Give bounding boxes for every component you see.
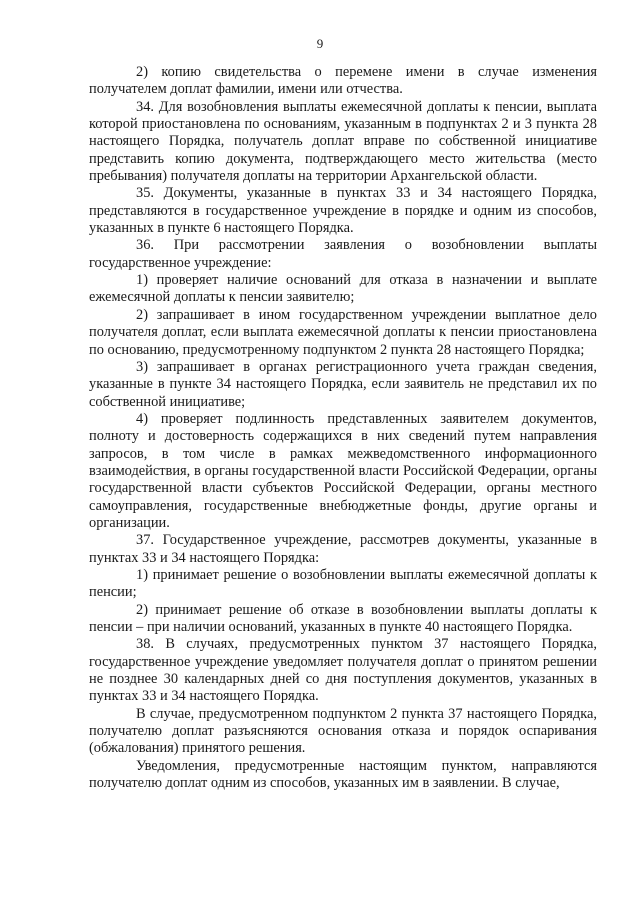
paragraph-38-refusal-case: В случае, предусмотренном подпунктом 2 пункта 37 настоящего Порядка, получателю доплат разъясняются основания отказа и порядок оспаривания (обжалования) принятого решения. [89, 705, 597, 757]
paragraph-38: 38. В случаях, предусмотренных пунктом 37 настоящего Порядка, государственное учреждение уведомляет получателя доплат о принятом решении не позднее 30 календарных дней со дня поступления документов, указанных в пунктах 33 и 34 настоящего Порядка. [89, 636, 597, 705]
paragraph-37-item-1: 1) принимает решение о возобновлении выплаты ежемесячной доплаты к пенсии; [89, 566, 597, 601]
paragraph-35: 35. Документы, указанные в пунктах 33 и 34 настоящего Порядка, представляются в государственное учреждение в порядке и одним из способов, указанных в пункте 6 настоящего Порядка. [89, 185, 597, 237]
paragraph-36-item-4: 4) проверяет подлинность представленных заявителем документов, полноту и достоверность содержащихся в них сведений путем направления запросов, в том числе в рамках межведомственного информационного взаимодействия, в органы государственной власти Российской Федерации, органы государственной власти субъектов Российской Федерации, органы местного самоуправления, государственные внебюджетные фонды, другие органы и организации. [89, 410, 597, 531]
document-body [89, 64, 597, 792]
paragraph-36: 36. При рассмотрении заявления о возобновлении выплаты государственное учреждение: [89, 237, 597, 271]
paragraph-37-item-2: 2) принимает решение об отказе в возобновлении выплаты доплаты к пенсии – при наличии оснований, указанных в пункте 40 настоящего Порядка. [89, 601, 597, 635]
paragraph-37: 37. Государственное учреждение, рассмотрев документы, указанные в пунктах 33 и 34 настоящего Порядка: [89, 532, 597, 566]
paragraph-36-item-1: 1) проверяет наличие оснований для отказа в назначении и выплате ежемесячной доплаты к пенсии заявителю; [89, 272, 597, 306]
paragraph-item-2-copy-certificate: 2) копию свидетельства о перемене имени в случае изменения получателем доплат фамилии, имени или отчества. [89, 64, 597, 98]
paragraph-36-item-2: 2) запрашивает в ином государственном учреждении выплатное дело получателя доплат, если выплата ежемесячной доплаты к пенсии приостановлена по основанию, предусмотренному подпунктом 2 пункта 28 настоящего Порядка; [89, 306, 597, 358]
paragraph-38-notifications: Уведомления, предусмотренные настоящим пунктом, направляются получателю доплат одним из способов, указанных им в заявлении. В случае, [89, 757, 597, 792]
page-number: 9 [316, 36, 324, 51]
paragraph-34: 34. Для возобновления выплаты ежемесячной доплаты к пенсии, выплата которой приостановлена по основаниям, указанным в подпунктах 2 и 3 пункта 28 настоящего Порядка, получатель доплат вправе по собственной инициативе представить копию документа, подтверждающего место жительства (место пребывания) получателя доплаты на территории Архангельской области. [89, 98, 597, 185]
paragraph-36-item-3: 3) запрашивает в органах регистрационного учета граждан сведения, указанные в пункте 34 настоящего Порядка, если заявитель не представил их по собственной инициативе; [89, 358, 597, 410]
